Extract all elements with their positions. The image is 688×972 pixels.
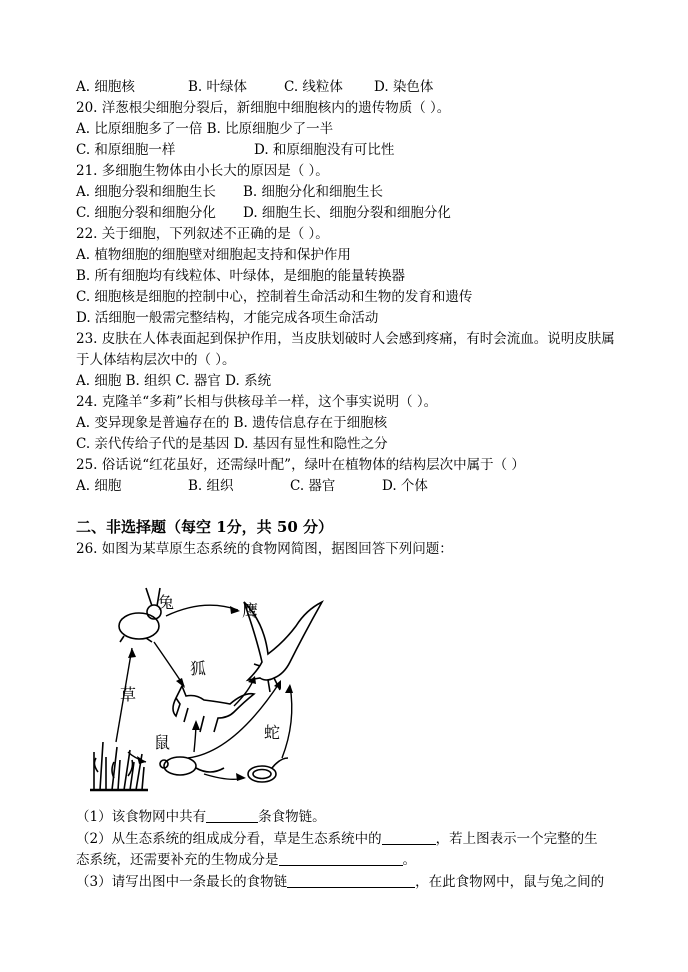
q22-option-d: D. 活细胞一般需完整结构，才能完成各项生命活动 [76,310,379,326]
snake-icon [248,758,288,782]
food-web-figure [84,582,344,800]
subq-2 [76,830,648,848]
q24-options-cd: C. 亲代传给子代的是基因 D. 基因有显性和隐性之分 [76,436,388,452]
fox-icon [173,686,254,732]
q25-option-c: C. 器官 [290,478,336,494]
arrowheads [128,606,293,781]
subq-2-cont [76,851,648,869]
q21-option-a: A. 细胞分裂和细胞生长 [76,184,216,200]
q21-option-b: B. 细胞分化和细胞生长 [243,184,384,200]
subq-3-text: （3）请写出图中一条最长的食物链 [76,874,288,890]
section-heading: 二、非选择题（每空 1分，共 50 分） [76,518,333,536]
q22-option-a: A. 植物细胞的细胞壁对细胞起支持和保护作用 [76,247,351,263]
subq-1 [76,808,648,826]
rabbit-label: 兔 [158,593,175,612]
q19-option-a: A. 细胞核 [76,79,135,95]
q25-option-d: D. 个体 [382,478,428,494]
subq-2-blank-2[interactable] [279,851,403,866]
food-chain-arrows [116,605,292,779]
fox-label: 狐 [190,659,207,678]
q19-option-d: D. 染色体 [374,79,434,95]
mouse-label: 鼠 [154,733,171,752]
subq-3-text-end: ，在此食物网中，鼠与兔之间的 [415,874,605,890]
q23-stem-line2: 于人体结构层次中的（ ）。 [76,352,236,368]
subq-2-text: （2）从生态系统的组成成分看，草是生态系统中的 [76,831,382,847]
q20-option-d: D. 和原细胞没有可比性 [254,142,395,158]
subq-2-text-cont: 态系统，还需要补充的生物成分是 [76,852,279,868]
q26-stem: 26. 如图为某草原生态系统的食物网简图，据图回答下列问题： [76,541,453,557]
q25-option-a: A. 细胞 [76,478,122,494]
q21-option-c: C. 细胞分裂和细胞分化 [76,205,216,221]
subq-3 [76,873,648,891]
mouse-icon [160,757,224,775]
subq-2-text-end: 。 [402,852,416,868]
subq-2-blank-1[interactable] [382,830,436,845]
q22-option-c: C. 细胞核是细胞的控制中心，控制着生命活动和生物的发育和遗传 [76,289,473,305]
subq-3-blank[interactable] [287,873,415,888]
q25-option-b: B. 组织 [188,478,234,494]
q20-stem: 20. 洋葱根尖细胞分裂后，新细胞中细胞核内的遗传物质（ ）。 [76,100,451,116]
q20-options-ab: A. 比原细胞多了一倍 B. 比原细胞少了一半 [76,121,334,137]
q22-option-b: B. 所有细胞均有线粒体、叶绿体，是细胞的能量转换器 [76,268,406,284]
q24-options-ab: A. 变异现象是普遍存在的 B. 遗传信息存在于细胞核 [76,415,388,431]
q21-stem: 21. 多细胞生物体由小长大的原因是（ ）。 [76,163,329,179]
grass-icon [90,742,148,790]
grass-label: 草 [120,685,137,704]
q24-stem: 24. 克隆羊“多莉”长相与供核母羊一样，这个事实说明（ ）。 [76,394,438,410]
snake-label: 蛇 [264,723,281,742]
q21-option-d: D. 细胞生长、细胞分裂和细胞分化 [243,205,451,221]
subq-1-text-end: 条食物链。 [258,809,326,825]
q23-stem-line1: 23. 皮肤在人体表面起到保护作用，当皮肤划破时人会感到疼痛，有时会流血。说明皮肤属 [76,331,615,347]
rabbit-icon [119,588,161,642]
subq-1-text: （1）该食物网中共有 [76,809,207,825]
subq-1-blank[interactable] [206,808,258,823]
q20-option-c: C. 和原细胞一样 [76,142,176,158]
q19-option-b: B. 叶绿体 [188,79,248,95]
q22-stem: 22. 关于细胞，下列叙述不正确的是（ ）。 [76,226,329,242]
subq-2-text-mid: ，若上图表示一个完整的生 [435,831,598,847]
q23-options: A. 细胞 B. 组织 C. 器官 D. 系统 [76,373,272,389]
q25-stem: 25. 俗话说“红花虽好，还需绿叶配”，绿叶在植物体的结构层次中属于（ ） [76,457,525,473]
eagle-label: 鹰 [242,601,259,620]
q19-option-c: C. 线粒体 [284,79,343,95]
